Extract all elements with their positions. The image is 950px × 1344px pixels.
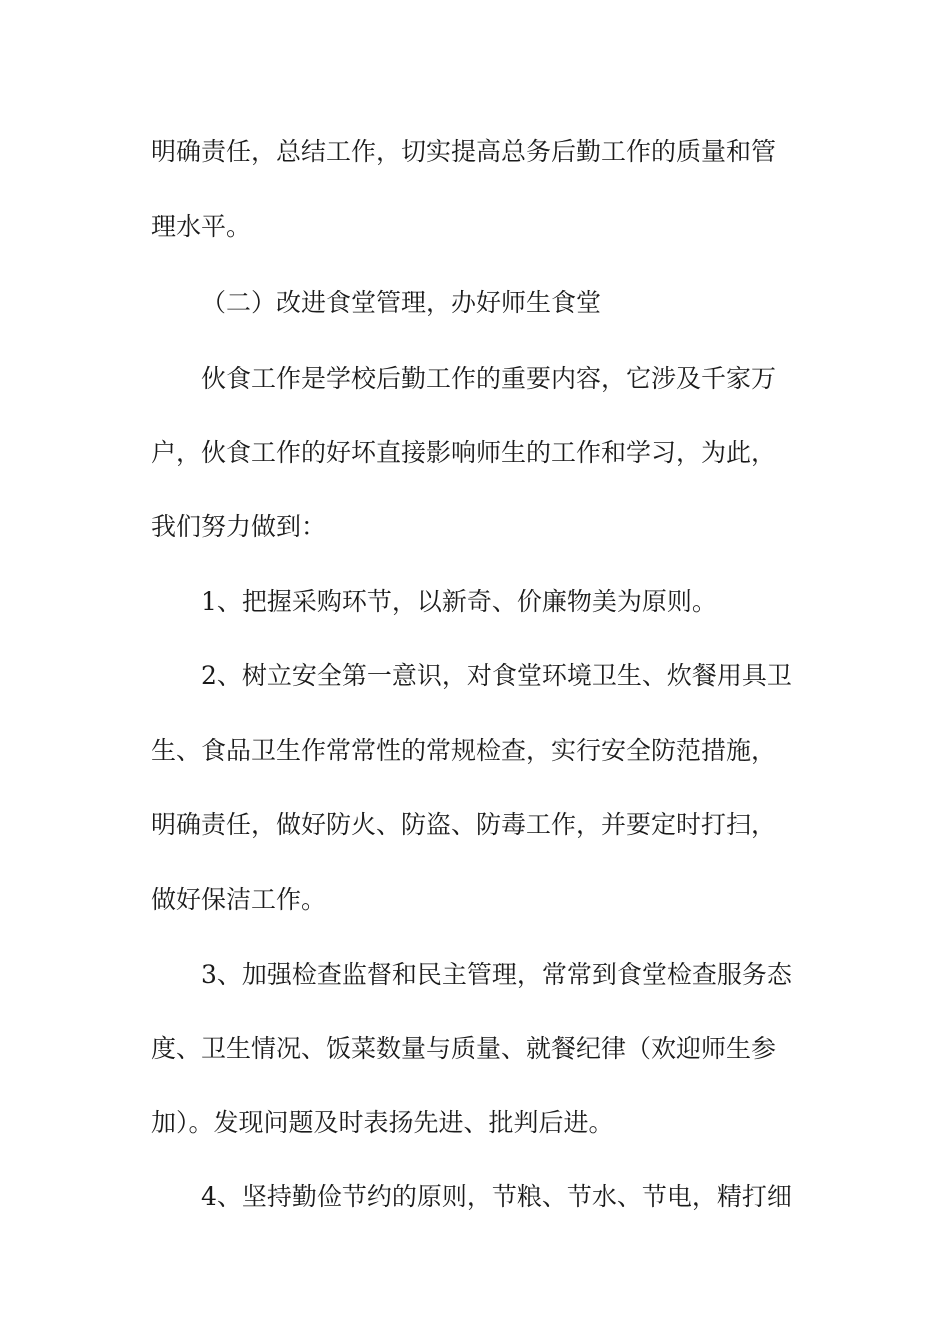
text-line: 加）。发现问题及时表扬先进、批判后进。: [151, 1108, 614, 1137]
text-line: 明确责任，做好防火、防盗、防毒工作，并要定时打扫，: [151, 810, 777, 839]
list-item-3: 3、加强检查监督和民主管理，常常到食堂检查服务态: [201, 960, 792, 989]
text-line: 理水平。: [151, 212, 252, 241]
list-item-1: 1、把握采购环节，以新奇、价廉物美为原则。: [201, 587, 717, 616]
text-line: 度、卫生情况、饭菜数量与质量、就餐纪律（欢迎师生参: [151, 1034, 777, 1063]
section-heading: （二）改进食堂管理，办好师生食堂: [201, 288, 602, 317]
text-line: 生、食品卫生作常常性的常规检查，实行安全防范措施，: [151, 736, 777, 765]
list-item-4: 4、坚持勤俭节约的原则，节粮、节水、节电，精打细: [201, 1182, 792, 1211]
text-line: 我们努力做到：: [151, 512, 327, 541]
list-item-2: 2、树立安全第一意识，对食堂环境卫生、炊餐用具卫: [201, 661, 792, 690]
text-line: 明确责任，总结工作，切实提高总务后勤工作的质量和管: [151, 137, 777, 166]
text-line: 户，伙食工作的好坏直接影响师生的工作和学习，为此，: [151, 438, 777, 467]
paragraph-start: 伙食工作是学校后勤工作的重要内容，它涉及千家万: [201, 364, 777, 393]
text-line: 做好保洁工作。: [151, 885, 327, 914]
